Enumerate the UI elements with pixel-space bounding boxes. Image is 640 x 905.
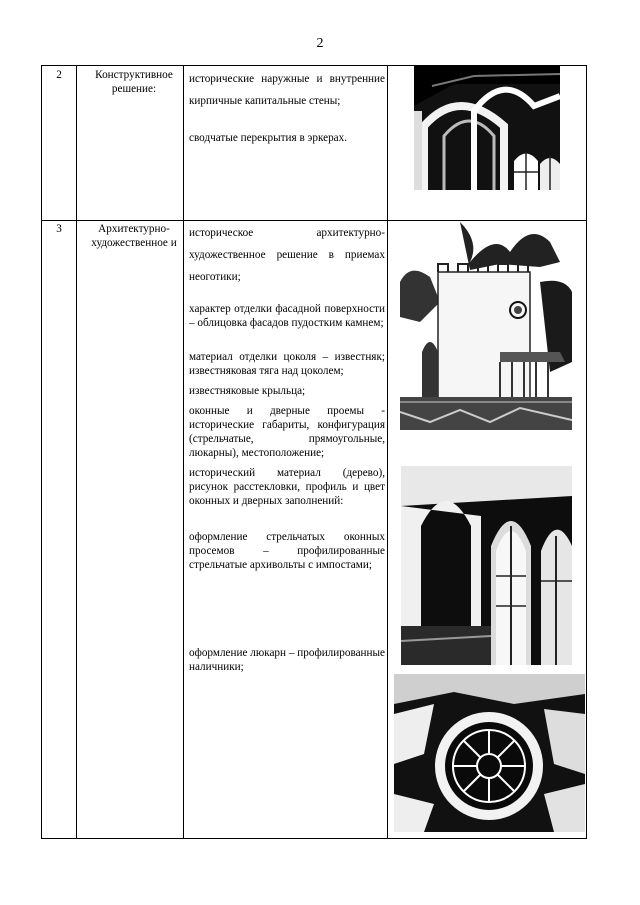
- table-border-bottom: [41, 838, 587, 839]
- row-section-name: Конструктивное решение:: [95, 69, 173, 95]
- description-item: историческое архитектурно-художественное решение в приемах неоготики;: [189, 227, 385, 283]
- description-item: известняковые крыльца;: [189, 385, 306, 397]
- description-item: характер отделки фасадной поверхности – облицовка фасадов пудостким камнем;: [189, 303, 385, 329]
- description-item: оформление стрельчатых оконных просемов – профилированные стрельчатые архивольты с импостами;: [189, 531, 385, 571]
- photo-neogothic-facade-tower: [400, 222, 572, 430]
- page-number: 2: [316, 36, 324, 51]
- photo-vaulted-oriel-interior: [414, 66, 560, 190]
- description-item: оконные и дверные проемы - исторические габариты, конфигурация (стрельчатые, прямоугольные, люкарны), местоположение;: [189, 405, 385, 459]
- column-divider: [76, 65, 77, 839]
- row-number: 3: [56, 223, 62, 235]
- photo-round-lucarne-window: [394, 674, 585, 832]
- row-description: [189, 222, 385, 674]
- row-divider: [41, 220, 587, 221]
- column-divider: [387, 65, 388, 839]
- description-item: сводчатые перекрытия в эркерах.: [189, 132, 348, 144]
- table-border-left: [41, 65, 42, 839]
- table-border-right: [586, 65, 587, 839]
- column-divider: [183, 65, 184, 839]
- photo-pointed-arch-windows: [401, 466, 572, 665]
- row-number: 2: [56, 69, 62, 81]
- description-item: исторический материал (дерево), рисунок расстекловки, профиль и цвет оконных и дверных заполнений:: [189, 467, 385, 507]
- description-item: материал отделки цоколя – известняк; известняковая тяга над цоколем;: [189, 351, 385, 377]
- description-item: исторические наружные и внутренние кирпичные капитальные стены;: [189, 73, 385, 107]
- description-item: оформление люкарн – профилированные наличники;: [189, 647, 385, 673]
- row-description: [189, 68, 385, 149]
- row-section-name: Архитектурно-художественное и: [91, 223, 177, 249]
